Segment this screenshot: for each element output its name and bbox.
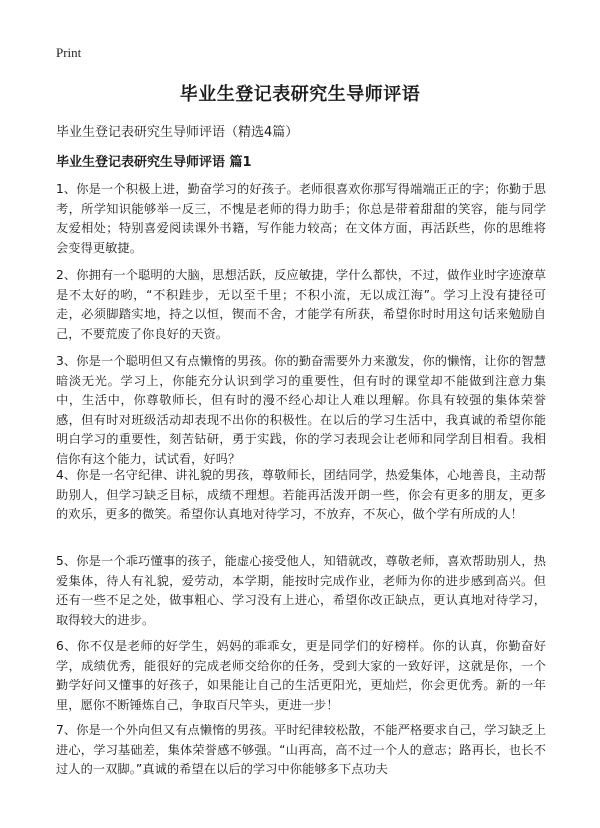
page-title: 毕业生登记表研究生导师评语 xyxy=(179,84,421,105)
comment-paragraph-4: 4、你是一名守纪律、讲礼貌的男孩，尊敬师长，团结同学，热爱集体，心地善良，主动帮助别人，但学习缺乏目标，成绩不理想。若能再活泼开朗一些，你会有更多的朋友，更多的欢乐，更多的微笑。希望你认真地对待学习，不放弃，不灰心，做个学有所成的人！ xyxy=(56,468,546,521)
comment-paragraph-3: 3、你是一个聪明但又有点懒惰的男孩。你的勤奋需要外力来激发，你的懒惰，让你的智慧暗淡无光。学习上，你能充分认识到学习的重要性，但有时的课堂却不能做到注意力集中，生活中，你尊敬师长，但有时的漫不经心却让人难以理解。你具有较强的集体荣誉感，但有时对班级活动却表现不出你的积极性。在以后的学习生活中，我真诚的希望你能明白学习的重要性，刻苦钻研，勇于实践，你的学习表现会让老师和同学刮目相看。我相信你有这个能力，试试看，好吗？ xyxy=(56,354,546,466)
comment-paragraph-1: 1、你是一个积极上进，勤奋学习的好孩子。老师很喜欢你那写得端端正正的字；你勤于思考，所学知识能够举一反三，不愧是老师的得力助手；你总是带着甜甜的笑容，能与同学友爱相处；特别喜爱阅读课外书籍，写作能力较高；在文体方面，再活跃些，你的思维将会变得更敏捷。 xyxy=(56,182,546,255)
section-heading: 毕业生登记表研究生导师评语 篇1 xyxy=(56,155,252,170)
comment-paragraph-6: 6、你不仅是老师的好学生，妈妈的乖乖女，更是同学们的好榜样。你的认真，你勤奋好学，成绩优秀，能很好的完成老师交给你的任务，受到大家的一致好评，这就是你，一个勤学好问又懂事的好孩子，如果能让自己的生活更阳光，更灿烂，你会更优秀。新的一年里，愿你不断锤炼自己，争取百尺竿头，更进一步！ xyxy=(56,639,546,712)
comment-paragraph-2: 2、你拥有一个聪明的大脑，思想活跃，反应敏捷，学什么都快，不过，做作业时字迹潦草是不太好的哟，“不积跬步，无以至千里；不积小流，无以成江海”。学习上没有捷径可走，必须脚踏实地，持之以恒，锲而不舍，才能学有所获，希望你时时用这句话来勉励自己，不要荒废了你良好的天资。 xyxy=(56,268,546,341)
comment-paragraph-7: 7、你是一个外向但又有点懒惰的男孩。平时纪律较松散，不能严格要求自己，学习缺乏上进心，学习基础差，集体荣誉感不够强。“山再高，高不过一个人的意志；路再长，也长不过人的一双脚。”真诚的希望在以后的学习中你能够多下点功夫 xyxy=(56,723,546,776)
comment-paragraph-5: 5、你是一个乖巧懂事的孩子，能虚心接受他人，知错就改，尊敬老师，喜欢帮助别人，热爱集体，待人有礼貌，爱劳动，本学期，能按时完成作业，老师为你的进步感到高兴。但还有一些不足之处，做事粗心、学习没有上进心，希望你改正缺点，更认真地对待学习，取得较大的进步。 xyxy=(56,554,546,627)
document-subtitle: 毕业生登记表研究生导师评语（精选4篇） xyxy=(56,125,299,140)
print-link[interactable]: Print xyxy=(56,45,82,60)
